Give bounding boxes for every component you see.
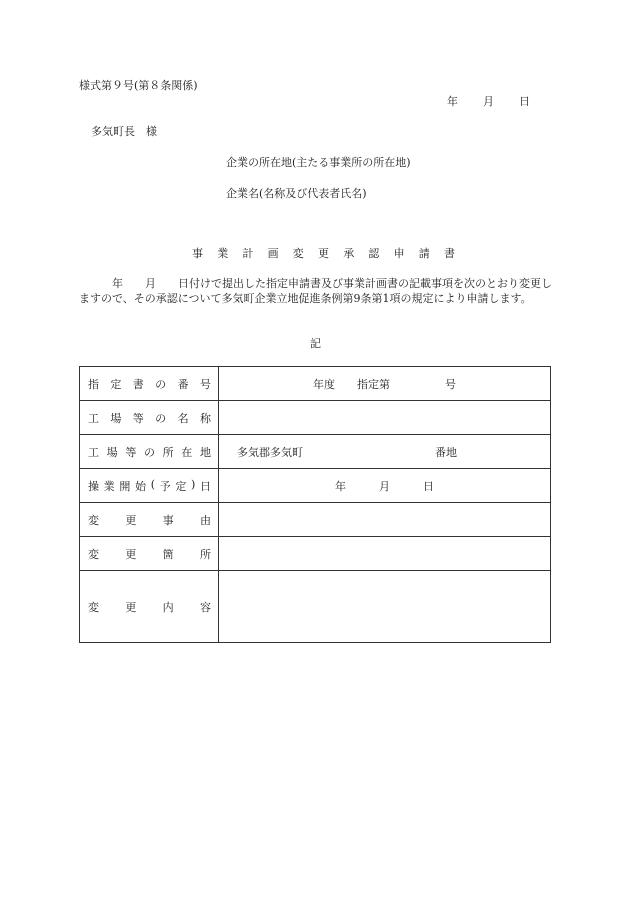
company-address-label: 企業の所在地(主たる事業所の所在地) [226,156,411,169]
table-row [80,367,551,401]
label-char: 地 [199,445,211,459]
label-char: 日 [199,479,211,493]
row-label-cell [80,401,219,435]
table-row [80,503,551,537]
row-label-cell [80,469,219,503]
date-day: 日 [519,95,530,108]
designation-number-value: 年度 指定第 号 [313,377,456,391]
label-char: 変 [88,600,99,614]
date-month: 月 [483,95,494,108]
label-char: 予 [159,479,171,493]
company-name-label: 企業名(名称及び代表者氏名) [226,187,367,200]
row-label [88,410,211,426]
label-char: 番 [177,377,189,391]
row-label [88,512,211,528]
label-char: 定 [110,377,122,391]
start-date-value: 年 月 日 [335,479,434,493]
label-char: 工 [88,411,99,425]
change-content-value [219,571,551,643]
label-char: 等 [125,445,137,459]
date-year: 年 [447,95,458,108]
label-char: 場 [110,411,122,425]
row-value-cell [219,367,551,401]
row-label [88,546,211,562]
document-title: 事業計画変更承認申請書 [192,247,470,260]
change-reason-value [219,503,551,537]
label-char: 由 [199,513,211,527]
label-char: 所 [162,445,174,459]
row-label [88,444,211,460]
change-location-value [219,537,551,571]
label-char: 業 [103,479,115,493]
label-char: 書 [132,377,144,391]
label-char: 指 [88,377,99,391]
label-char: 在 [181,445,193,459]
label-char: 開 [119,479,131,493]
label-char: 更 [125,600,137,614]
label-char: 場 [106,445,118,459]
label-char: 始 [135,479,147,493]
label-char: 所 [199,547,211,561]
factory-location-value: 多気郡多気町 [237,445,303,459]
ki-label: 記 [310,337,321,350]
label-char: 変 [88,547,99,561]
label-char: 定 [175,479,187,493]
label-char: 更 [125,513,137,527]
date-line [447,95,530,109]
label-char: 名 [177,411,189,425]
label-char: 工 [88,445,99,459]
row-value-cell [219,435,551,469]
row-label-cell [80,435,219,469]
table-row [80,537,551,571]
table-row [80,401,551,435]
row-label [88,376,211,392]
factory-name-value [219,401,551,435]
label-char: 内 [162,600,174,614]
row-label-cell [80,503,219,537]
row-label [88,478,211,494]
label-char: 箇 [162,547,174,561]
label-char: 更 [125,547,137,561]
form-number: 様式第９号(第８条関係) [79,79,198,92]
label-char: 容 [199,600,211,614]
label-char: 号 [199,377,211,391]
table-row [80,469,551,503]
row-label-cell [80,571,219,643]
label-char: 操 [88,479,99,493]
label-char: ( [150,477,155,491]
label-char: の [155,411,167,425]
label-char: の [155,377,167,391]
body-text: 年 月 日付けで提出した指定申請書及び事業計画書の記載事項を次のとおり変更しますので、その承認について多気町企業立地促進条例第9条第1項の規定により申請します。 [79,277,552,305]
row-label-cell [80,537,219,571]
label-char: 等 [132,411,144,425]
table-row [80,435,551,469]
label-char: 称 [199,411,211,425]
row-value-cell [219,469,551,503]
row-label [88,599,211,615]
addressee: 多気町長 様 [91,125,157,138]
table-row [80,571,551,643]
row-label-cell [80,367,219,401]
label-char: ) [191,477,196,491]
label-char: 事 [162,513,174,527]
label-char: の [143,445,155,459]
factory-location-banchi: 番地 [435,445,457,459]
label-char: 変 [88,513,99,527]
form-table [79,366,551,643]
